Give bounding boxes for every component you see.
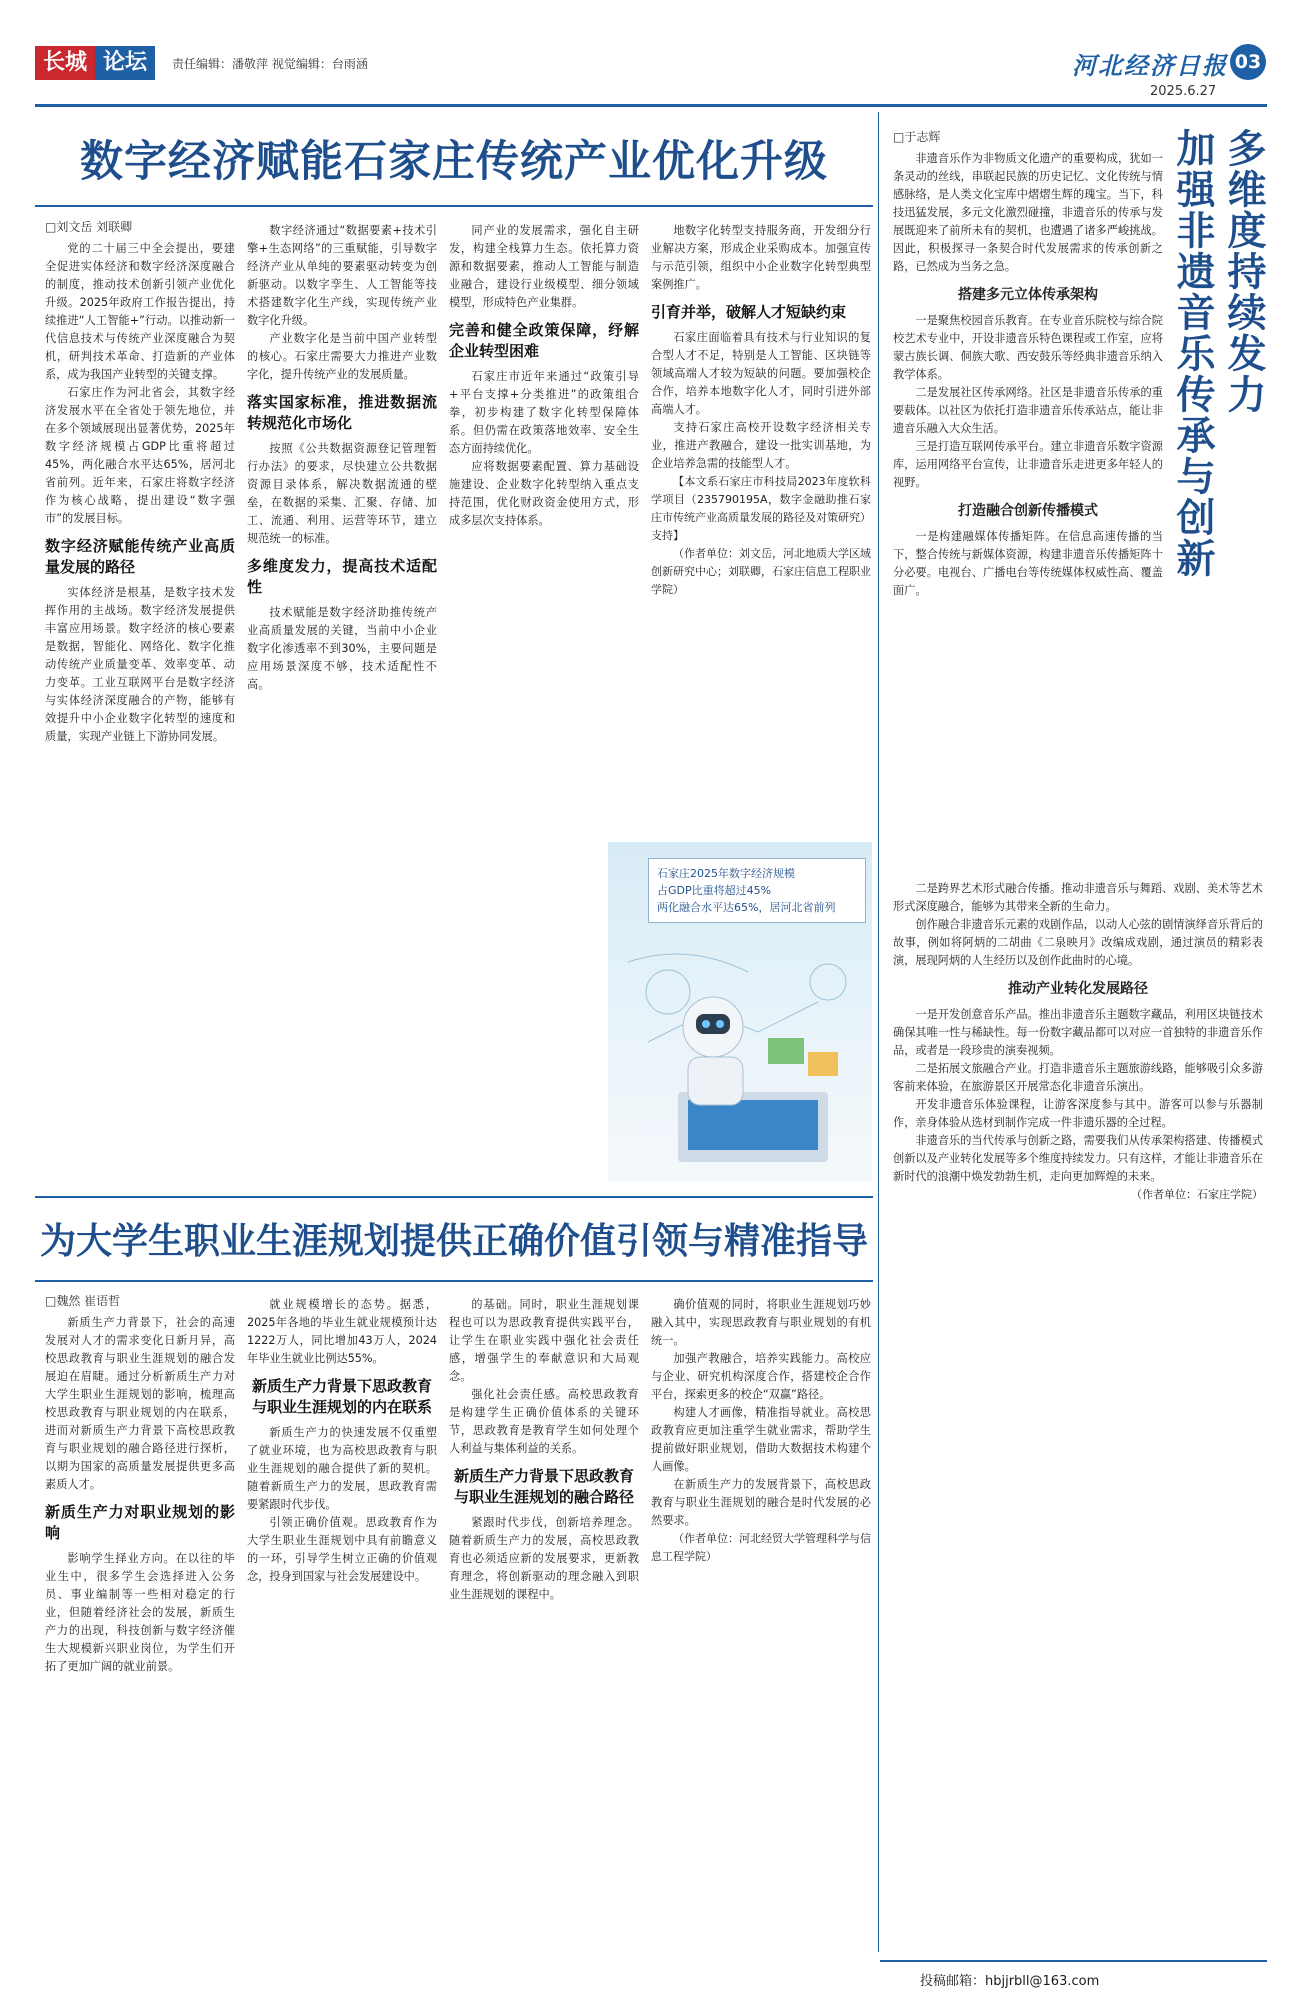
paragraph: 一是构建融媒体传播矩阵。在信息高速传播的当下，整合传统与新媒体资源，构建非遗音乐传播矩阵十分必要。电视台、广播电台等传统媒体权威性高、覆盖面广。 <box>893 530 1163 597</box>
paragraph: 石家庄作为河北省会，其数字经济发展水平在全省处于领先地位，并在多个领域展现出显著优势，2025年数字经济规模占GDP比重将超过45%，两化融合水平达65%，居河北省前列。近年来，石家庄将数字经济作为核心战略，提出建设“数字强市”的发展目标。 <box>45 386 235 525</box>
section-label-a: 长城 <box>35 46 95 80</box>
subheading: 新质生产力背景下思政教育与职业生涯规划的内在联系 <box>251 1377 432 1416</box>
article1-column-3 <box>449 222 639 832</box>
section-label-b: 论坛 <box>95 46 155 80</box>
subheading: 搭建多元立体传承架构 <box>958 287 1098 303</box>
paragraph: 的基础。同时，职业生涯规划课程也可以为思政教育提供实践平台，让学生在职业实践中强化社会责任感，增强学生的奉献意识和大局观念。 <box>449 1298 639 1383</box>
headline-rule <box>35 1280 873 1282</box>
caption-line: 石家庄2025年数字经济规模 <box>657 867 795 880</box>
article1-column-1 <box>45 240 235 1190</box>
paper-logo: 河北经济日报 <box>1072 51 1228 80</box>
paragraph: 影响学生择业方向。在以往的毕业生中，很多学生会选择进入公务员、事业编制等一些相对稳定的行业，但随着经济社会的发展，新质生产力的出现，科技创新与数字经济催生大规模新兴职业岗位，为学生们开拓了更加广阔的就业前景。 <box>45 1552 235 1673</box>
caption-line: 两化融合水平达65%，居河北省前列 <box>657 901 836 914</box>
article3-headline-part2: 加强非遗音乐传承与创新 <box>1170 128 1216 579</box>
article2-byline: □魏然 崔语哲 <box>45 1294 121 1308</box>
paragraph: 紧跟时代步伐，创新培养理念。随着新质生产力的发展，高校思政教育也必须适应新的发展要求，更新教育理念，将创新驱动的理念融入到职业生涯规划的课程中。 <box>449 1516 639 1601</box>
article1-byline: □刘文岳 刘联卿 <box>45 220 133 234</box>
article1-headline: 数字经济赋能石家庄传统产业优化升级 <box>80 137 828 187</box>
paragraph: 非遗音乐的当代传承与创新之路，需要我们从传承架构搭建、传播模式创新以及产业转化发展等多个维度持续发力。只有这样，才能让非遗音乐在新时代的浪潮中焕发勃勃生机，走向更加辉煌的未来。 <box>893 1134 1263 1183</box>
publication-date: 2025.6.27 <box>1150 84 1217 99</box>
column-divider <box>878 112 879 1952</box>
article2-column-2 <box>247 1296 437 1954</box>
submission-email: 投稿邮箱：hbjjrbll@163.com <box>920 1974 1100 1989</box>
paragraph: 数字经济通过“数据要素+技术引擎+生态网络”的三重赋能，引导数字经济产业从单纯的要素驱动转变为创新驱动。以数字孪生、人工智能等技术搭建数字化生产线，实现传统产业数字化升级。 <box>247 224 437 327</box>
paragraph: 石家庄面临着具有技术与行业知识的复合型人才不足，特别是人工智能、区块链等领域高端人才较为短缺的问题。要加强校企合作，培养本地数字化人才，同时引进外部高端人才。 <box>651 331 871 416</box>
paragraph: 强化社会责任感。高校思政教育是构建学生正确价值体系的关键环节，思政教育是教育学生如何处理个人利益与集体利益的关系。 <box>449 1388 639 1455</box>
funding-note: 【本文系石家庄市科技局2023年度软科学项目（235790195A，数字金融助推石家庄市传统产业高质量发展的路径及对策研究）支持】 <box>651 475 871 542</box>
paragraph: 产业数字化是当前中国产业转型的核心。石家庄需要大力推进产业数字化，提升传统产业的发展质量。 <box>247 332 437 381</box>
section-brand <box>35 46 155 80</box>
paragraph: 党的二十届三中全会提出，要建全促进实体经济和数字经济深度融合的制度，推动技术创新引领产业优化升级。2025年政府工作报告提出，持续推进“人工智能+”行动。以推动新一代信息技术与传统产业深度融合为契机，研判技术革命、打造新的产业体系，成为我国产业转型的关键支撑。 <box>45 242 235 381</box>
robot-laptop-illustration <box>608 842 872 1182</box>
paragraph: 加强产教融合，培养实践能力。高校应与企业、研究机构深度合作，搭建校企合作平台，探索更多的校企“双赢”路径。 <box>651 1352 871 1401</box>
subheading: 多维度发力，提高技术适配性 <box>247 557 437 596</box>
paragraph: 按照《公共数据资源登记管理暂行办法》的要求，尽快建立公共数据资源目录体系，解决数据流通的壁垒，在数据的采集、汇聚、存储、加工、流通、利用、运营等环节，建立规范统一的标准。 <box>247 442 437 545</box>
article1-column-2 <box>247 222 437 1190</box>
subheading: 新质生产力对职业规划的影响 <box>45 1503 235 1542</box>
paragraph: 一是聚焦校园音乐教育。在专业音乐院校与综合院校艺术专业中，开设非遗音乐特色课程或工作室，应将蒙古族长调、侗族大歌、西安鼓乐等经典非遗音乐纳入教学体系。 <box>893 314 1163 381</box>
paragraph: 同产业的发展需求，强化自主研发，构建全栈算力生态。依托算力资源和数据要素，推动人工智能与制造业融合，建设行业级模型、细分领域模型，形成特色产业集群。 <box>449 224 639 309</box>
subheading: 落实国家标准，推进数据流转规范化市场化 <box>247 393 437 432</box>
article3-column-bottom <box>893 880 1263 1950</box>
masthead-rule <box>35 104 1267 107</box>
author-affiliation: （作者单位：河北经贸大学管理科学与信息工程学院） <box>651 1532 871 1563</box>
article3-column-top <box>893 150 1163 870</box>
paragraph: 就业规模增长的态势。据悉，2025年各地的毕业生就业规模预计达1222万人，同比增加43万人，2024年毕业生就业比例达55%。 <box>247 1298 437 1365</box>
paragraph: 二是跨界艺术形式融合传播。推动非遗音乐与舞蹈、戏剧、美术等艺术形式深度融合，能够为其带来全新的生命力。 <box>893 882 1263 913</box>
paragraph: 实体经济是根基，是数字技术发挥作用的主战场。数字经济发展提供丰富应用场景。数字经济的核心要素是数据，智能化、网络化、数字化推动传统产业质量变革、效率变革、动力变革。工业互联网平台是数字经济与实体经济深度融合的产物，能够有效提升中小企业数字化转型的速度和质量，实现产业链上下游协同发展。 <box>45 586 235 743</box>
paragraph: 引领正确价值观。思政教育作为大学生职业生涯规划中具有前瞻意义的一环，引导学生树立正确的价值观念，投身到国家与社会发展建设中。 <box>247 1516 437 1583</box>
paragraph: 一是开发创意音乐产品。推出非遗音乐主题数字藏品，利用区块链技术确保其唯一性与稀缺性。每一份数字藏品都可以对应一首独特的非遗音乐作品，或者是一段珍贵的演奏视频。 <box>893 1008 1263 1057</box>
author-affiliation: （作者单位：刘文岳，河北地质大学区域创新研究中心；刘联卿，石家庄信息工程职业学院） <box>651 547 871 596</box>
paragraph: 石家庄市近年来通过“政策引导+平台支撑+分类推进”的政策组合拳，初步构建了数字化转型保障体系。但仍需在政策落地效率、安全生态方面持续优化。 <box>449 370 639 455</box>
subheading: 完善和健全政策保障，纾解企业转型困难 <box>449 321 639 360</box>
paragraph: 构建人才画像，精准指导就业。高校思政教育应更加注重学生就业需求，帮助学生提前做好职业规划，借助大数据技术构建个人画像。 <box>651 1406 871 1473</box>
paragraph: 二是发展社区传承网络。社区是非遗音乐传承的重要载体。以社区为依托打造非遗音乐传承站点，能让非遗音乐融入大众生活。 <box>893 386 1163 435</box>
paragraph: 开发非遗音乐体验课程，让游客深度参与其中。游客可以参与乐器制作，亲身体验从选材到制作完成一件非遗乐器的全过程。 <box>893 1098 1263 1129</box>
paragraph: 地数字化转型支持服务商，开发细分行业解决方案，形成企业采购成本。加强宣传与示范引领，组织中小企业数字化转型典型案例推广。 <box>651 224 871 291</box>
subheading: 打造融合创新传播模式 <box>958 503 1098 519</box>
paragraph: 支持石家庄高校开设数字经济相关专业，推进产教融合，建设一批实训基地，为企业培养急需的技能型人才。 <box>651 421 871 470</box>
article3-byline: □于志辉 <box>893 130 941 144</box>
article3-headline-part1: 多维度持续发力 <box>1221 128 1267 415</box>
editors-line: 责任编辑：潘敬萍 视觉编辑：台雨涵 <box>172 57 368 71</box>
subheading: 新质生产力背景下思政教育与职业生涯规划的融合路径 <box>453 1467 634 1506</box>
author-affiliation: （作者单位：石家庄学院） <box>1131 1188 1263 1201</box>
article2-headline: 为大学生职业生涯规划提供正确价值引领与精准指导 <box>39 1220 868 1262</box>
paragraph: 非遗音乐作为非物质文化遗产的重要构成，犹如一条灵动的丝线，串联起民族的历史记忆、文化传统与情感脉络，是人类文化宝库中熠熠生辉的瑰宝。当下，科技迅猛发展，多元文化激烈碰撞，非遗音乐的传承与发展既迎来了前所未有的契机，也遭遇了诸多严峻挑战。因此，积极探寻一条契合时代发展需求的传承创新之路，已然成为当务之急。 <box>893 152 1163 273</box>
headline-rule <box>35 205 873 207</box>
subheading: 推动产业转化发展路径 <box>1008 981 1148 997</box>
article2-column-1 <box>45 1314 235 1954</box>
paragraph: 在新质生产力的发展背景下，高校思政教育与职业生涯规划的融合是时代发展的必然要求。 <box>651 1478 871 1527</box>
page-number-badge: 03 <box>1230 44 1266 80</box>
article2-column-3 <box>449 1296 639 1954</box>
illustration <box>608 842 872 1182</box>
article2-column-4 <box>651 1296 871 1954</box>
paragraph: 三是打造互联网传承平台。建立非遗音乐数字资源库，运用网络平台宣传，让非遗音乐走进更多年轻人的视野。 <box>893 440 1163 489</box>
paragraph: 创作融合非遗音乐元素的戏剧作品，以动人心弦的剧情演绎音乐背后的故事，例如将阿炳的二胡曲《二泉映月》改编成戏剧，通过演员的精彩表演，展现阿炳的人生经历以及创作此曲时的心境。 <box>893 918 1263 967</box>
footer-rule <box>880 1960 1267 1962</box>
paragraph: 新质生产力的快速发展不仅重塑了就业环境，也为高校思政教育与职业生涯规划的融合提供了新的契机。随着新质生产力的发展，思政教育需要紧跟时代步伐。 <box>247 1426 437 1511</box>
paragraph: 确价值观的同时，将职业生涯规划巧妙融入其中，实现思政教育与职业规划的有机统一。 <box>651 1298 871 1347</box>
caption-line: 占GDP比重将超过45% <box>657 884 772 897</box>
paragraph: 新质生产力背景下，社会的高速发展对人才的需求变化日新月异，高校思政教育与职业生涯规划的融合发展迫在眉睫。通过分析新质生产力对大学生职业生涯规划的影响，梳理高校思政教育与职业规划的内在联系，进而对新质生产力背景下高校思政教育与职业规划的融合路径进行探析，以期为国家的高质量发展提供更多高素质人才。 <box>45 1316 235 1491</box>
section-rule <box>35 1196 873 1198</box>
paragraph: 技术赋能是数字经济助推传统产业高质量发展的关键，当前中小企业数字化渗透率不到30%，主要问题是应用场景深度不够，技术适配性不高。 <box>247 606 437 691</box>
subheading: 数字经济赋能传统产业高质量发展的路径 <box>45 537 235 576</box>
paragraph: 二是拓展文旅融合产业。打造非遗音乐主题旅游线路，能够吸引众多游客前来体验，在旅游景区开展常态化非遗音乐演出。 <box>893 1062 1263 1093</box>
article1-column-4 <box>651 222 871 832</box>
paragraph: 应将数据要素配置、算力基础设施建设、企业数字化转型纳入重点支持范围，优化财政资金使用方式，形成多层次支持体系。 <box>449 460 639 527</box>
subheading: 引育并举，破解人才短缺约束 <box>651 303 847 321</box>
